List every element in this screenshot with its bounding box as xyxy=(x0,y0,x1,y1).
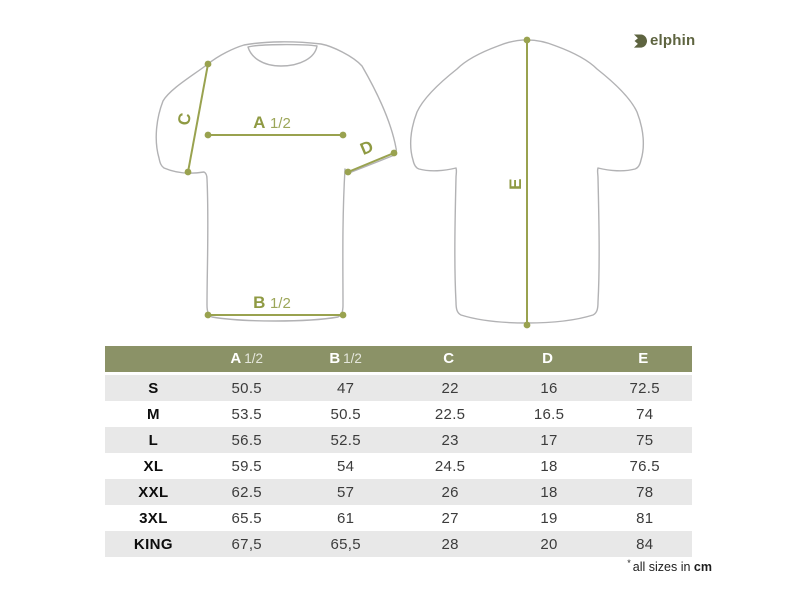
footnote-text: all sizes in xyxy=(632,560,691,575)
size-value-cell: 47 xyxy=(336,379,355,397)
size-value-cell: 57 xyxy=(336,483,355,501)
size-label-cell: XL xyxy=(143,457,164,475)
size-value-cell: 76.5 xyxy=(629,457,660,475)
size-value-cell: 28 xyxy=(441,535,459,553)
size-value-cell: 81 xyxy=(636,509,654,527)
size-value-cell: 65.5 xyxy=(231,509,262,527)
measure-a-label: A 1/2 xyxy=(253,113,291,132)
size-table-row xyxy=(105,479,692,505)
size-value-cell: 56.5 xyxy=(231,431,262,449)
size-value-cell: 72.5 xyxy=(629,379,660,397)
size-value-cell: 50.5 xyxy=(330,405,361,423)
size-value-cell: 74 xyxy=(636,405,654,423)
size-value-cell: 26 xyxy=(441,483,459,501)
size-label-cell: M xyxy=(146,405,160,423)
size-value-cell: 18 xyxy=(540,483,558,501)
size-value-cell: 22 xyxy=(441,379,459,397)
size-table-row xyxy=(105,531,692,557)
measure-column-header: A 1/2 xyxy=(202,346,292,375)
size-table-row xyxy=(105,427,692,453)
size-value-cell: 24.5 xyxy=(434,457,466,475)
units-footnote xyxy=(105,558,712,574)
delphin-fish-d-icon xyxy=(633,33,648,49)
size-value-cell: 20 xyxy=(540,535,558,553)
size-table-row xyxy=(105,375,692,401)
size-value-cell: 18 xyxy=(540,457,558,475)
size-value-cell: 52.5 xyxy=(330,431,361,449)
size-value-cell: 27 xyxy=(441,509,459,527)
measure-e-label: E xyxy=(506,178,525,190)
measure-column-header: E xyxy=(597,346,692,375)
size-label-cell: S xyxy=(148,379,159,397)
front-shirt-outline xyxy=(156,42,396,321)
size-value-cell: 78 xyxy=(636,483,654,501)
measure-b-label: B 1/2 xyxy=(253,293,291,312)
size-value-cell: 54 xyxy=(336,457,355,475)
footnote-unit: cm xyxy=(693,560,712,575)
size-table-row xyxy=(105,401,692,427)
size-value-cell: 16.5 xyxy=(533,405,565,423)
measure-c-label: C xyxy=(174,110,195,127)
measure-d-label: D xyxy=(357,136,377,159)
size-value-cell: 59.5 xyxy=(231,457,262,475)
size-value-cell: 19 xyxy=(540,509,558,527)
size-value-cell: 75 xyxy=(636,431,654,449)
measure-column-header: D xyxy=(501,346,598,375)
size-value-cell: 16 xyxy=(540,379,558,397)
delphin-logo-text: elphin xyxy=(650,32,696,49)
size-value-cell: 84 xyxy=(636,535,654,553)
size-table-row xyxy=(105,453,692,479)
size-table xyxy=(105,346,692,557)
size-label-cell: L xyxy=(148,431,159,449)
size-label-cell: XXL xyxy=(138,483,169,501)
size-value-cell: 65,5 xyxy=(330,535,361,553)
size-value-cell: 53.5 xyxy=(231,405,262,423)
measure-column-header: B 1/2 xyxy=(292,346,400,375)
size-value-cell: 22.5 xyxy=(434,405,466,423)
size-label-cell: KING xyxy=(133,535,173,553)
measure-column-header: C xyxy=(400,346,501,375)
size-table-header-row xyxy=(105,346,692,375)
size-value-cell: 50.5 xyxy=(231,379,262,397)
size-value-cell: 23 xyxy=(441,431,459,449)
size-value-cell: 67,5 xyxy=(231,535,262,553)
size-value-cell: 17 xyxy=(540,431,558,449)
size-label-cell: 3XL xyxy=(139,509,168,527)
size-column-header-empty xyxy=(105,346,202,375)
size-table-body xyxy=(105,375,692,557)
size-value-cell: 61 xyxy=(336,509,355,527)
delphin-logo xyxy=(633,33,695,49)
size-value-cell: 62.5 xyxy=(231,483,262,501)
footnote-asterisk: * xyxy=(627,558,631,568)
size-table-row xyxy=(105,505,692,531)
